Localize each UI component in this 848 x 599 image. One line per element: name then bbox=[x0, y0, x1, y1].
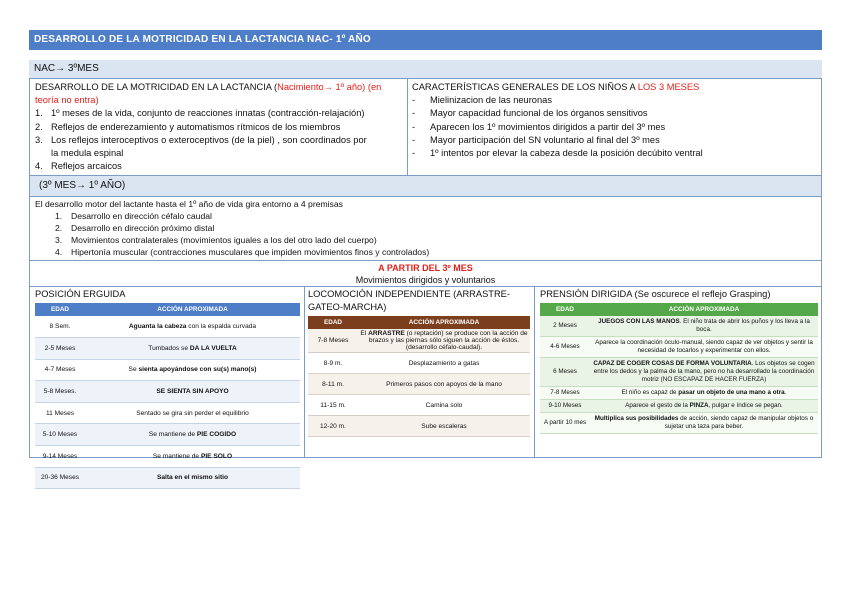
accion-cell bbox=[85, 316, 300, 337]
accion-cell bbox=[590, 337, 818, 358]
premisa-item bbox=[35, 247, 816, 259]
table-row bbox=[308, 374, 530, 395]
accion-text: Sentado se gira sin perder el equilibrio bbox=[136, 409, 249, 417]
accion-bold: PINZA bbox=[689, 402, 709, 410]
caracteristica-item-text: 1º intentos por elevar la cabeza desde la posición decúbito ventral bbox=[430, 148, 703, 159]
motricidad-item-number: 1. bbox=[35, 108, 43, 119]
motricidad-item-text: la medula espinal bbox=[51, 148, 124, 159]
accion-text: Tumbados se bbox=[148, 344, 190, 352]
accion-bold: DA LA VUELTA bbox=[189, 344, 237, 352]
table-row bbox=[35, 316, 300, 337]
bullet-dash: - bbox=[412, 95, 416, 106]
locomocion-col-accion: ACCIÓN APROXIMADA bbox=[358, 316, 530, 329]
motricidad-box bbox=[30, 79, 408, 175]
accion-bold: PIE COGIDO bbox=[196, 431, 237, 439]
accion-cell bbox=[590, 400, 818, 413]
edad-cell: 7-8 Meses bbox=[540, 387, 590, 400]
table-row bbox=[35, 359, 300, 381]
motricidad-title bbox=[35, 81, 403, 107]
table-row bbox=[540, 387, 818, 400]
motricidad-item bbox=[35, 147, 403, 160]
motricidad-item bbox=[35, 121, 403, 134]
edad-cell: 11-15 m. bbox=[308, 395, 358, 416]
premisa-item bbox=[35, 211, 816, 223]
motricidad-item bbox=[35, 160, 403, 173]
motricidad-item-text: Reflejos de enderezamiento y automatismos rítmicos de los miembros bbox=[51, 121, 341, 132]
table-row bbox=[540, 337, 818, 358]
caracteristica-item-text: Mielinizacion de las neuronas bbox=[430, 95, 552, 106]
accion-text-post: con la espalda curvada bbox=[186, 323, 257, 331]
table-row bbox=[35, 445, 300, 467]
motricidad-item-text: 1º meses de la vida, conjunto de reacciones innatas (contracción-relajación) bbox=[51, 108, 365, 119]
motricidad-title-red: Nacimiento→ 1º año) (en teoría no entra) bbox=[35, 82, 382, 106]
info-row bbox=[30, 78, 821, 175]
posicion-title: POSICIÓN ERGUIDA bbox=[35, 289, 126, 300]
motricidad-item bbox=[35, 107, 403, 120]
edad-cell: 4-6 Meses bbox=[540, 337, 590, 358]
accion-text: Se bbox=[128, 366, 139, 374]
content-frame bbox=[29, 78, 822, 482]
caracteristicas-box bbox=[408, 79, 821, 175]
edad-cell: 2 Meses bbox=[540, 316, 590, 337]
premisa-item bbox=[35, 235, 816, 247]
accion-cell bbox=[85, 402, 300, 424]
accion-cell bbox=[85, 338, 300, 360]
accion-text: Se mantiene de bbox=[152, 452, 201, 460]
premisa-item-number: 3. bbox=[55, 234, 63, 245]
posicion-col-accion: ACCIÓN APROXIMADA bbox=[85, 303, 300, 316]
caracteristica-item-text: Mayor capacidad funcional de los órganos sensitivos bbox=[430, 108, 648, 119]
locomocion-title-line1: LOCOMOCIÓN INDEPENDIENTE (ARRASTRE- bbox=[308, 289, 510, 300]
locomocion-table bbox=[308, 316, 530, 437]
caracteristica-item bbox=[412, 147, 817, 160]
edad-cell: 11 Meses bbox=[35, 402, 85, 424]
table-row bbox=[540, 400, 818, 413]
premisa-item-number: 1. bbox=[55, 211, 63, 222]
accion-cell bbox=[85, 381, 300, 403]
edad-cell: A partir 10 mes bbox=[540, 413, 590, 434]
accion-text: Sube escaleras bbox=[421, 422, 467, 430]
premisas-intro: El desarrollo motor del lactante hasta el 1º año de vida gira entorno a 4 premisas bbox=[35, 199, 343, 210]
table-row bbox=[540, 316, 818, 337]
accion-cell bbox=[85, 445, 300, 467]
table-row bbox=[308, 329, 530, 353]
motricidad-item-number: 4. bbox=[35, 161, 43, 172]
accion-text-post: . Los objetos se cogen entre los dedos y la palma de la mano, pero no ha desarrollado la coordinación motriz (NO ESCAPAZ DE HACER FUERZA) bbox=[593, 360, 815, 384]
locomocion-title-line2: GATEO-MARCHA) bbox=[308, 302, 387, 313]
edad-cell: 5-10 Meses bbox=[35, 424, 85, 446]
edad-cell: 8-11 m. bbox=[308, 374, 358, 395]
table-row bbox=[35, 338, 300, 360]
accion-bold: sienta apoyándose con su(s) mano(s) bbox=[138, 366, 257, 374]
caracteristicas-list bbox=[412, 94, 817, 160]
accion-text: Desplazamiento a gatas bbox=[408, 359, 480, 367]
accion-cell bbox=[358, 353, 530, 374]
accion-bold: JUEGOS CON LAS MANOS bbox=[598, 318, 680, 326]
caracteristica-item bbox=[412, 94, 817, 107]
caracteristicas-title-text: CARACTERÍSTICAS GENERALES DE LOS NIÑOS A bbox=[412, 82, 638, 92]
table-row bbox=[308, 416, 530, 437]
accion-cell bbox=[85, 467, 300, 489]
caracteristica-item bbox=[412, 134, 817, 147]
table-row bbox=[35, 381, 300, 403]
table-row bbox=[540, 358, 818, 387]
motricidad-item-number: 3. bbox=[35, 134, 43, 145]
table-row bbox=[540, 413, 818, 434]
premisas-list bbox=[35, 211, 816, 258]
motricidad-item-number: 2. bbox=[35, 121, 43, 132]
motricidad-item bbox=[35, 134, 403, 147]
table-row bbox=[308, 353, 530, 374]
accion-text-post: (o reptación) se produce con la acción de brazos y las piernas sólo siguen la acción de éstos. (desarrollo céfalo-caudal). bbox=[368, 330, 528, 352]
caracteristicas-title bbox=[412, 81, 817, 94]
accion-text-post: de acción, siendo capaz de manipular objetos o sujetar una taza para beber. bbox=[664, 415, 814, 431]
accion-text: Camina solo bbox=[425, 401, 463, 409]
premisa-item-text: Hipertonía muscular (contracciones musculares que impiden movimientos finos y controlados) bbox=[71, 246, 430, 257]
table-row bbox=[308, 395, 530, 416]
posicion-column bbox=[30, 287, 305, 482]
bullet-dash: - bbox=[412, 121, 416, 132]
locomocion-col-edad: EDAD bbox=[308, 316, 358, 329]
caracteristicas-title-red: LOS 3 MESES bbox=[637, 82, 700, 92]
bullet-dash: - bbox=[412, 148, 416, 159]
accion-text: Primeros pasos con apoyos de la mano bbox=[386, 380, 502, 388]
accion-text: El niño es capaz de bbox=[621, 389, 679, 397]
accion-cell bbox=[590, 316, 818, 337]
edad-cell: 4-7 Meses bbox=[35, 359, 85, 381]
accion-cell bbox=[358, 329, 530, 353]
premisa-item bbox=[35, 223, 816, 235]
bullet-dash: - bbox=[412, 134, 416, 145]
premisa-item-text: Desarrollo en dirección céfalo caudal bbox=[71, 211, 212, 222]
edad-cell: 6 Meses bbox=[540, 358, 590, 387]
apartir-header bbox=[30, 260, 821, 286]
prension-col-accion: ACCIÓN APROXIMADA bbox=[590, 303, 818, 316]
apartir-heading: A PARTIR DEL 3º MES bbox=[378, 263, 473, 274]
page-title: DESARROLLO DE LA MOTRICIDAD EN LA LACTANCIA NAC- 1º AÑO bbox=[29, 30, 822, 50]
table-row bbox=[35, 424, 300, 446]
prension-title: PRENSIÓN DIRIGIDA (Se oscurece el reflejo Grasping) bbox=[540, 289, 771, 300]
edad-cell: 2-5 Meses bbox=[35, 338, 85, 360]
locomocion-column bbox=[305, 287, 535, 457]
accion-text: Se mantiene de bbox=[148, 431, 197, 439]
accion-text-post: . El niño trata de abrir los puños y los lleva a la boca. bbox=[679, 318, 810, 334]
accion-text: El bbox=[360, 330, 369, 338]
accion-cell bbox=[590, 387, 818, 400]
bullet-dash: - bbox=[412, 108, 416, 119]
edad-cell: 9-14 Meses bbox=[35, 445, 85, 467]
edad-cell: 5-8 Meses. bbox=[35, 381, 85, 403]
edad-cell: 8-9 m. bbox=[308, 353, 358, 374]
caracteristica-item-text: Mayor participación del SN voluntario al final del 3º mes bbox=[430, 134, 660, 145]
caracteristica-item bbox=[412, 107, 817, 120]
accion-bold: Aguanta la cabeza bbox=[128, 323, 187, 331]
edad-cell: 8 Sem. bbox=[35, 316, 85, 337]
accion-bold: ARRASTRE bbox=[368, 330, 405, 338]
caracteristica-item-text: Aparecen los 1º movimientos dirigidos a partir del 3º mes bbox=[430, 121, 666, 132]
accion-text-post: , pulgar e índice se pegan. bbox=[708, 402, 783, 410]
accion-cell bbox=[358, 374, 530, 395]
posicion-table bbox=[35, 303, 300, 489]
accion-bold: PIE SOLO bbox=[200, 452, 233, 460]
accion-text: Aparece el gesto de la bbox=[625, 402, 690, 410]
document-page bbox=[29, 30, 822, 482]
premisa-item-number: 2. bbox=[55, 223, 63, 234]
accion-text: Aparece la coordinación óculo-manual, siendo capaz de ver objetos y sentir la necesidad de tocarlos y experimentar con ellos. bbox=[595, 339, 813, 355]
section-3mes-1ano: (3º MES→ 1º AÑO) bbox=[30, 175, 821, 196]
accion-cell bbox=[85, 359, 300, 381]
premisa-item-number: 4. bbox=[55, 246, 63, 257]
accion-bold: Multiplica sus posibilidades bbox=[594, 415, 679, 423]
caracteristica-item bbox=[412, 121, 817, 134]
premisas-box bbox=[30, 196, 821, 260]
edad-cell: 12-20 m. bbox=[308, 416, 358, 437]
motricidad-list bbox=[35, 107, 403, 173]
prension-col-edad: EDAD bbox=[540, 303, 590, 316]
table-row bbox=[35, 402, 300, 424]
accion-cell bbox=[358, 395, 530, 416]
edad-cell: 9-10 Meses bbox=[540, 400, 590, 413]
premisa-item-text: Movimientos contralaterales (movimientos iguales a los del otro lado del cuerpo) bbox=[71, 234, 377, 245]
motricidad-title-text: DESARROLLO DE LA MOTRICIDAD EN LA LACTANCIA ( bbox=[35, 82, 278, 92]
prension-column bbox=[535, 287, 821, 457]
accion-text-post: . bbox=[784, 389, 787, 397]
tables-row bbox=[30, 286, 821, 482]
motricidad-item-text: Los reflejos interoceptivos o exteroceptivos (de la piel) , son coordinados por bbox=[51, 134, 367, 145]
edad-cell: 7-8 Meses bbox=[308, 329, 358, 353]
apartir-sub: Movimientos dirigidos y voluntarios bbox=[355, 275, 496, 286]
posicion-col-edad: EDAD bbox=[35, 303, 85, 316]
accion-cell bbox=[358, 416, 530, 437]
edad-cell: 20-36 Meses bbox=[35, 467, 85, 489]
accion-cell bbox=[590, 358, 818, 387]
accion-bold: SE SIENTA SIN APOYO bbox=[156, 387, 229, 395]
accion-bold: pasar un objeto de una mano a otra bbox=[678, 389, 785, 397]
accion-cell bbox=[590, 413, 818, 434]
table-row bbox=[35, 467, 300, 489]
accion-bold: CAPAZ DE COGER COSAS DE FORMA VOLUNTARIA bbox=[593, 360, 752, 368]
accion-cell bbox=[85, 424, 300, 446]
motricidad-item-text: Reflejos arcaicos bbox=[51, 161, 122, 172]
accion-bold: Salta en el mismo sitio bbox=[156, 474, 229, 482]
premisa-item-text: Desarrollo en dirección próximo distal bbox=[71, 223, 215, 234]
locomocion-title bbox=[308, 288, 530, 314]
prension-table bbox=[540, 303, 818, 434]
section-nac-3mes: NAC→ 3ºMES bbox=[29, 60, 822, 78]
